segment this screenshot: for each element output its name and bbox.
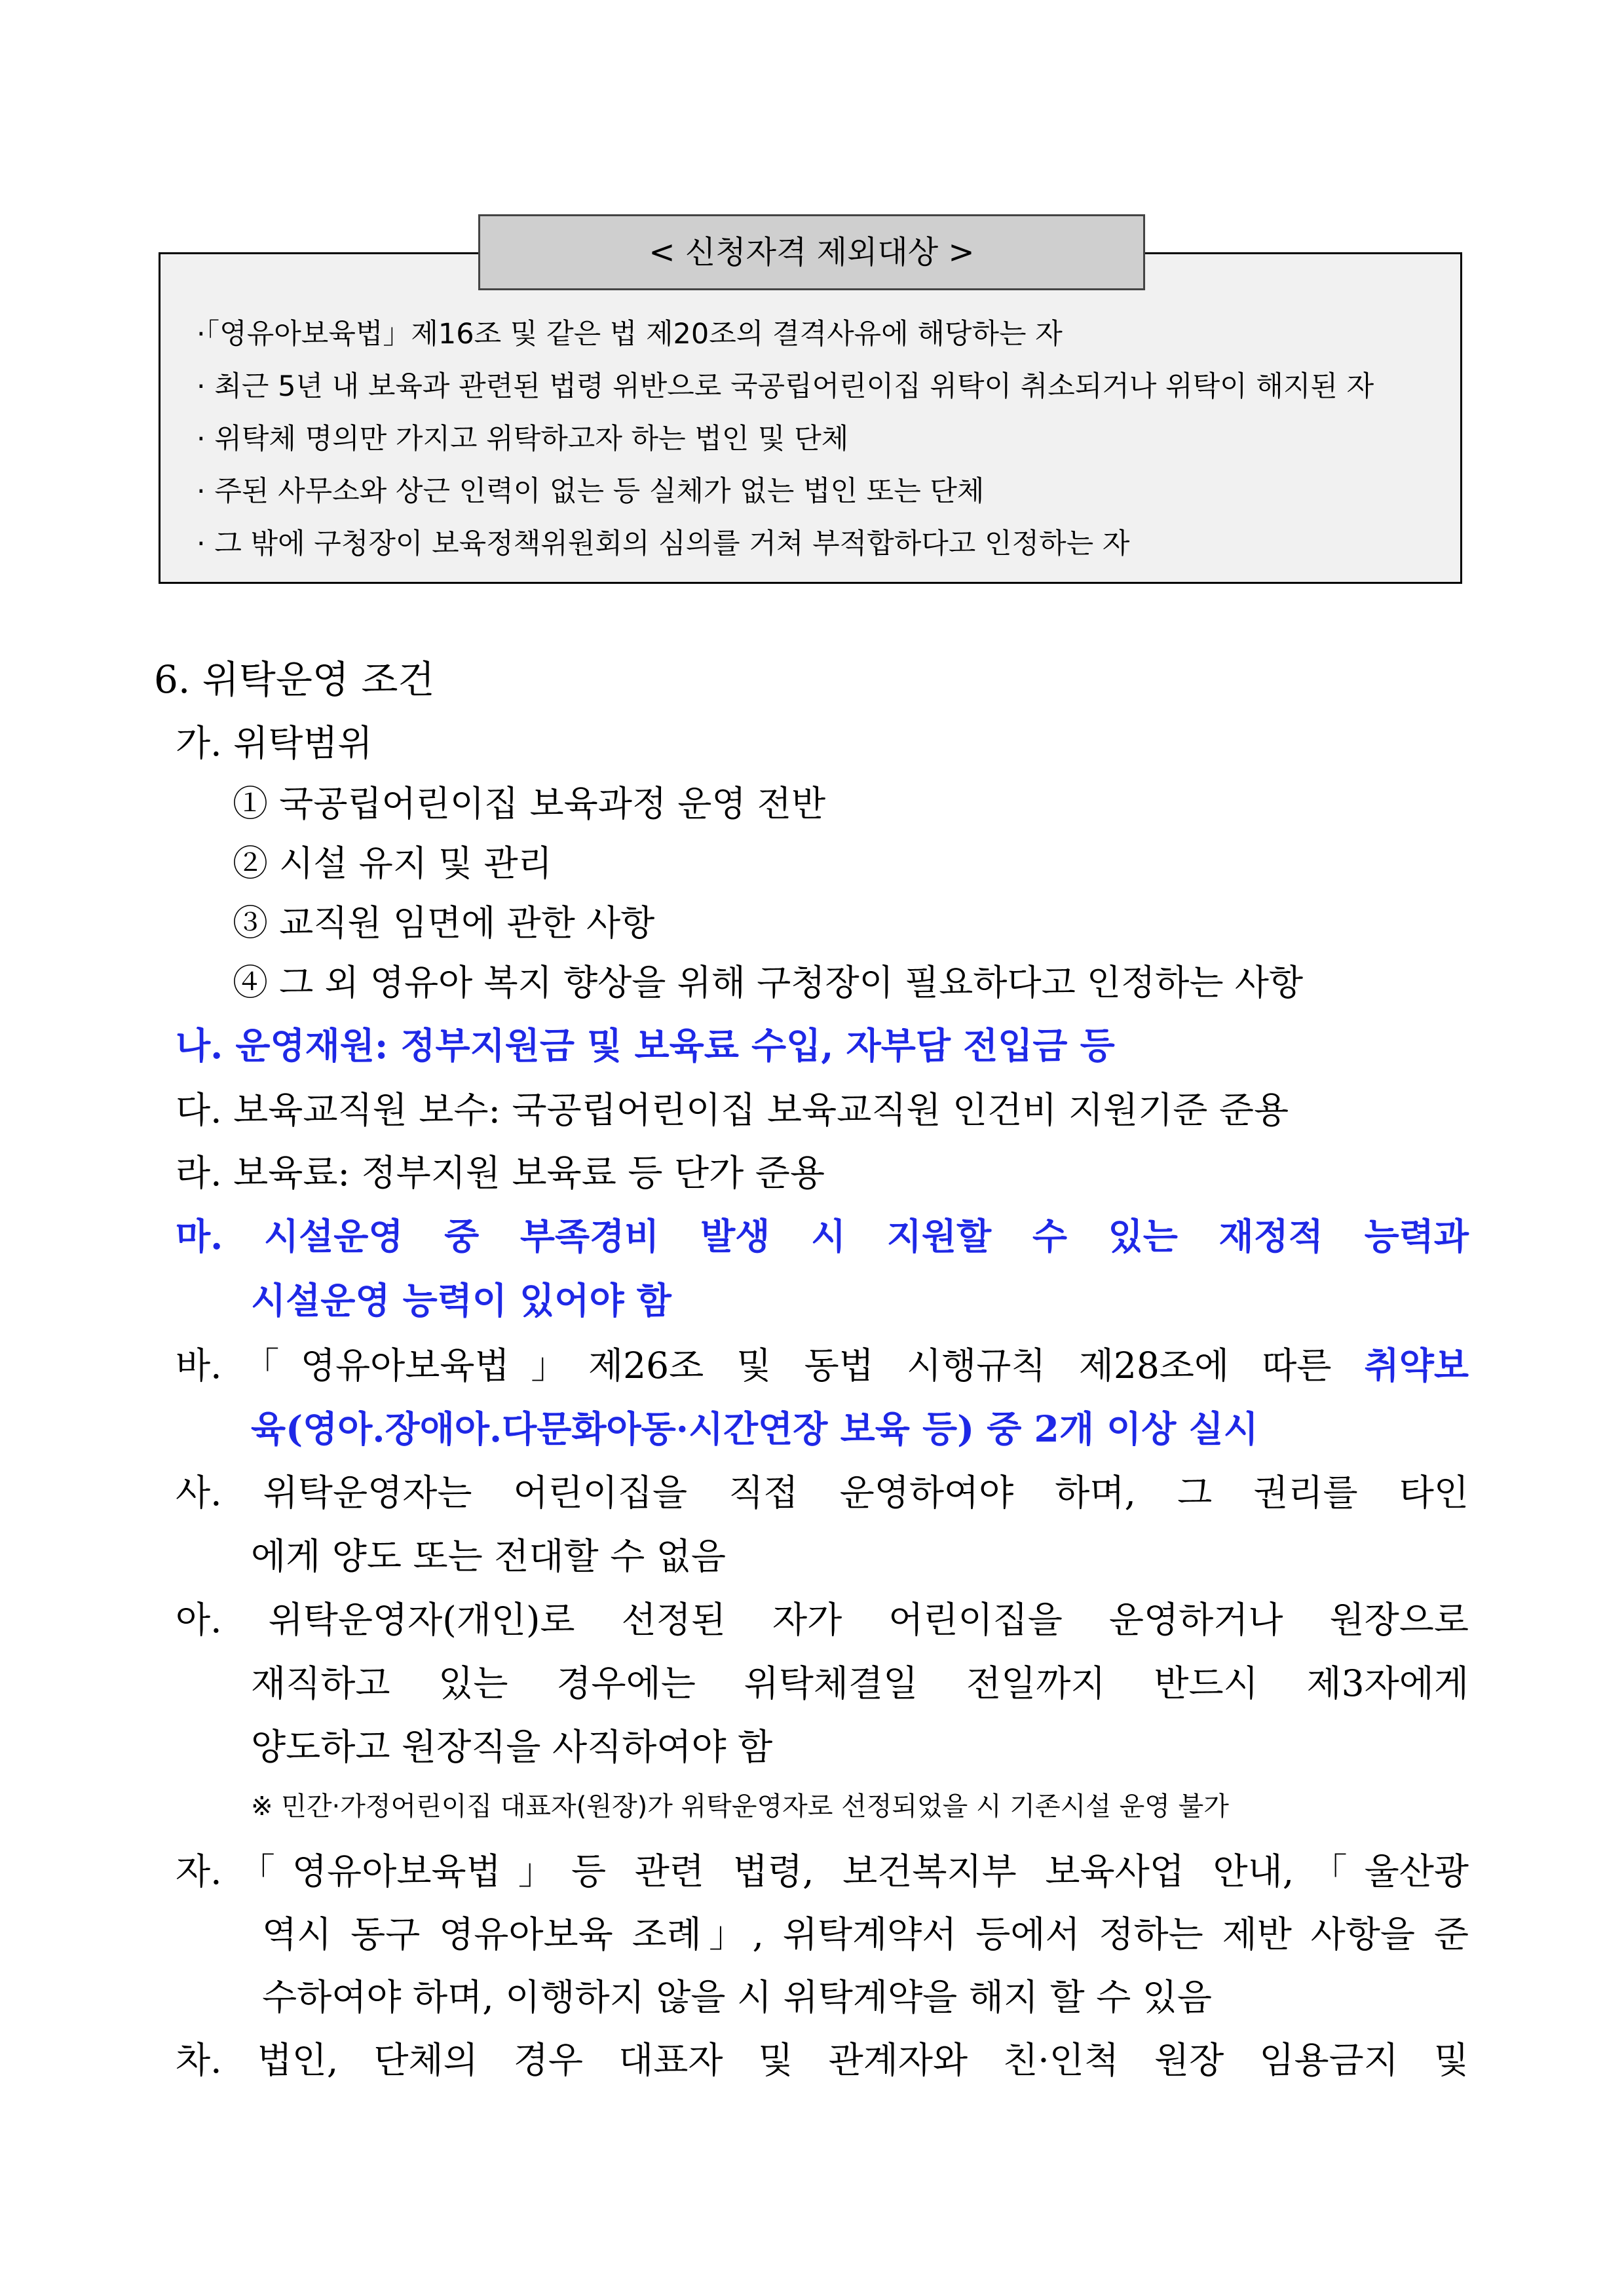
item-ba-line1 (176, 1337, 1469, 1388)
list-item: ·「영유아보육법」제16조 및 같은 법 제20조의 결격사유에 해당하는 자 (197, 318, 1063, 351)
item-ba-text: 바.「영유아보육법」제26조 및 동법 시행규칙 제28조에 따른 (176, 1345, 1365, 1387)
scope-item: ④ 그 외 영유아 복지 향상을 위해 구청장이 필요하다고 인정하는 사항 (233, 962, 1304, 1003)
item-ba-highlight: 취약보 (1364, 1344, 1469, 1387)
item-ba-line2: 육(영아.장애아.다문화아동·시간연장 보육 등) 중 2개 이상 실시 (251, 1407, 1258, 1450)
item-a-line2: 재직하고 있는 경우에는 위탁체결일 전일까지 반드시 제3자에게 (251, 1662, 1469, 1704)
item-a-line1: 아. 위탁운영자(개인)로 선정된 자가 어린이집을 운영하거나 원장으로 (176, 1599, 1469, 1641)
item-ja-line2: 역시 동구 영유아보육 조례」, 위탁계약서 등에서 정하는 제반 사항을 준 (262, 1913, 1469, 1955)
item-cha-line1: 차. 법인, 단체의 경우 대표자 및 관계자와 친·인척 원장 임용금지 및 (176, 2039, 1469, 2081)
item-ra: 라. 보육료: 정부지원 보육료 등 단가 준용 (176, 1152, 825, 1194)
item-sa-line2: 에게 양도 또는 전대할 수 없음 (251, 1535, 726, 1577)
exclusion-box-title: < 신청자격 제외대상 > (478, 214, 1145, 290)
list-item: · 그 밖에 구청장이 보육정책위원회의 심의를 거쳐 부적합하다고 인정하는 자 (197, 527, 1130, 560)
item-na: 나. 운영재원: 정부지원금 및 보육료 수입, 자부담 전입금 등 (176, 1024, 1115, 1067)
list-item: · 주된 사무소와 상근 인력이 없는 등 실체가 없는 법인 또는 단체 (197, 475, 985, 508)
item-ja-line3: 수하여야 하며, 이행하지 않을 시 위탁계약을 해지 할 수 있음 (262, 1976, 1212, 2018)
item-ga-label: 가. 위탁범위 (176, 722, 373, 764)
scope-item: ① 국공립어린이집 보육과정 운영 전반 (233, 783, 826, 824)
note: ※ 민간·가정어린이집 대표자(원장)가 위탁운영자로 선정되었을 시 기존시설 운영 불가 (251, 1791, 1229, 1822)
section-heading: 6. 위탁운영 조건 (154, 657, 435, 702)
item-a-line3: 양도하고 원장직을 사직하여야 함 (251, 1726, 773, 1768)
list-item: · 위탁체 명의만 가지고 위탁하고자 하는 법인 및 단체 (197, 423, 849, 455)
scope-item: ② 시설 유지 및 관리 (233, 843, 552, 884)
item-da: 다. 보육교직원 보수: 국공립어린이집 보육교직원 인건비 지원기준 준용 (176, 1089, 1289, 1131)
item-ma-line2: 시설운영 능력이 있어야 함 (251, 1279, 671, 1322)
item-ja-line1: 자.「영유아보육법」등 관련 법령, 보건복지부 보육사업 안내,「울산광 (176, 1850, 1469, 1892)
item-sa-line1: 사. 위탁운영자는 어린이집을 직접 운영하여야 하며, 그 권리를 타인 (176, 1472, 1469, 1514)
item-ma-line1: 마. 시설운영 중 부족경비 발생 시 지원할 수 있는 재정적 능력과 (176, 1215, 1469, 1257)
scope-item: ③ 교직원 임면에 관한 사항 (233, 902, 655, 944)
exclusion-list (197, 308, 1454, 570)
list-item: · 최근 5년 내 보육과 관련된 법령 위반으로 국공립어린이집 위탁이 취소되거나 위탁이 해지된 자 (197, 370, 1374, 403)
